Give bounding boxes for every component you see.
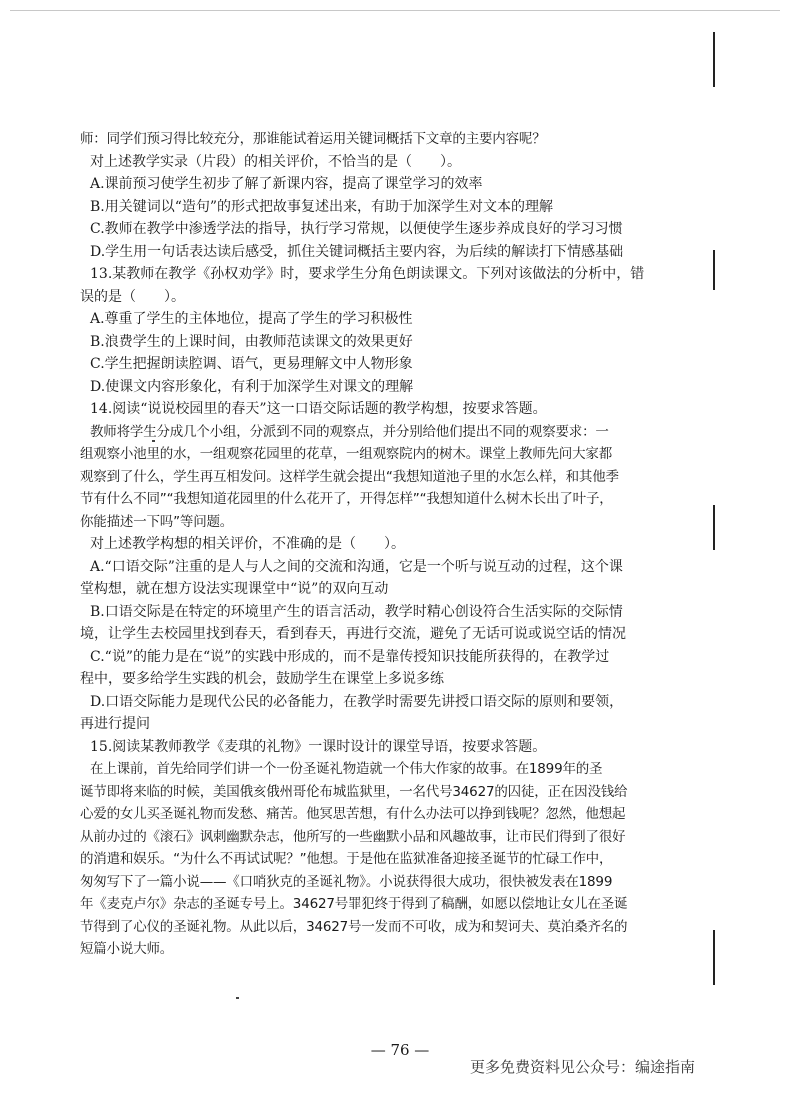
- footer-promo-note: 更多免费资料见公众号：编途指南: [469, 1058, 695, 1076]
- q14-material-line: 组观察小池里的水，一组观察花园里的花草，一组观察院内的树木。课堂上教师先问大家都: [80, 446, 612, 462]
- q15-material-line: 从前办过的《滚石》讽刺幽默杂志，他所写的一些幽默小品和风趣故事，让市民们得到了很好: [80, 828, 626, 845]
- q14-option-b: B.口语交际是在特定的环境里产生的语言活动，教学时精心创设符合生活实际的交际情: [90, 603, 623, 620]
- q15-material-line: 的消遣和娱乐。“为什么不再试试呢？”他想。于是他在监狱准备迎接圣诞节的忙碌工作中，: [80, 851, 613, 867]
- binding-mark: [713, 250, 715, 290]
- q14-stem: 14.阅读“说说校园里的春天”这一口语交际话题的教学构想，按要求答题。: [90, 401, 547, 417]
- q15-material-line: 诞节即将来临的时候，美国俄亥俄州哥伦布城监狱里，一名代号34627的囚徒，正在因没钱给: [80, 783, 628, 800]
- q14-material-line: 节有什么不同”“我想知道花园里的什么花开了，开得怎样”“我想知道什么树木长出了叶子，: [80, 491, 613, 507]
- scan-speck: [236, 997, 239, 999]
- q13-option-b: B.浪费学生的上课时间，由教师范读课文的效果更好: [90, 333, 413, 350]
- q15-material-line: 在上课前，首先给同学们讲一个一份圣诞礼物造就一个伟大作家的故事。在1899年的圣: [90, 761, 603, 777]
- scan-edge-line: [10, 10, 780, 11]
- q12-option-b: B.用关键词以“造句”的形式把故事复述出来，有助于加深学生对文本的理解: [90, 198, 554, 215]
- q12-stem: 对上述教学实录（片段）的相关评价，不恰当的是（ ）。: [90, 153, 461, 170]
- q14-option-d-continued: 再进行提问: [80, 716, 150, 732]
- q15-material-line: 心爱的女儿买圣诞礼物而发愁、痛苦。他冥思苦想，有什么办法可以挣到钱呢？忽然，他想起: [80, 806, 626, 822]
- binding-mark: [713, 505, 715, 550]
- q14-option-c-continued: 程中，要多给学生实践的机会，鼓励学生在课堂上多说多练: [80, 671, 444, 687]
- q13-option-d: D.使课文内容形象化，有利于加深学生对课文的理解: [90, 378, 414, 395]
- q14-material-line: 教师将学生分成几个小组，分派到不同的观察点，并分别给他们提出不同的观察要求：一: [90, 423, 609, 440]
- q13-option-a: A.尊重了学生的主体地位，提高了学生的学习积极性: [90, 311, 413, 327]
- q14-material-line: 你能描述一下吗”等问题。: [80, 513, 234, 530]
- binding-mark: [713, 32, 715, 87]
- q14-option-d: D.口语交际能力是现代公民的必备能力，在教学时需要先讲授口语交际的原则和要领，: [90, 693, 624, 710]
- q13-option-c: C.学生把握朗读腔调、语气，更易理解文中人物形象: [90, 356, 413, 372]
- q14-option-a: A.“口语交际”注重的是人与人之间的交流和沟通，它是一个听与说互动的过程，这个课: [90, 558, 623, 575]
- exam-page-body: [80, 128, 710, 961]
- q14-option-c: C.“说”的能力是在“说”的实践中形成的，而不是靠传授知识技能所获得的，在教学过: [90, 648, 610, 665]
- binding-mark: [713, 930, 715, 985]
- q15-material-line: 短篇小说大师。: [80, 941, 174, 957]
- q14-option-b-continued: 境，让学生去校园里找到春天，看到春天，再进行交流，避免了无话可说或说空话的情况: [80, 626, 626, 642]
- q13-stem-continued: 误的是（ ）。: [80, 288, 185, 305]
- q15-material-line: 年《麦克卢尔》杂志的圣诞专号上。34627号罪犯终于得到了稿酬，如愿以偿地让女儿在圣诞: [80, 896, 628, 912]
- q14-question: 对上述教学构想的相关评价，不准确的是（ ）。: [90, 536, 405, 552]
- q13-stem: 13.某教师在教学《孙权劝学》时，要求学生分角色朗读课文。下列对该做法的分析中，错: [90, 266, 645, 282]
- q15-material-line: 节得到了心仪的圣诞礼物。从此以后，34627号一发而不可收，成为和契诃夫、莫泊桑齐名的: [80, 918, 628, 935]
- q12-option-a: A.课前预习使学生初步了解了新课内容，提高了课堂学习的效率: [90, 176, 483, 192]
- q12-option-c: C.教师在教学中渗透学法的指导，执行学习常规，以便使学生逐步养成良好的学习习惯: [90, 221, 623, 237]
- q12-option-d: D.学生用一句话表达读后感受，抓住关键词概括主要内容，为后续的解读打下情感基础: [90, 243, 624, 260]
- q14-option-a-continued: 堂构想，就在想方设法实现课堂中“说”的双向互动: [80, 581, 389, 597]
- q14-material-line: 观察到了什么，学生再互相发问。这样学生就会提出“我想知道池子里的水怎么样，和其他季: [80, 468, 619, 485]
- page-number: — 76 —: [370, 1041, 430, 1059]
- q15-material-line: 匆匆写下了一篇小说——《口哨狄克的圣诞礼物》。小说获得很大成功，很快被发表在1899: [80, 873, 613, 890]
- teacher-question-line: 师：同学们预习得比较充分，那谁能试着运用关键词概括下文章的主要内容呢？: [80, 131, 546, 147]
- q15-stem: 15.阅读某教师教学《麦琪的礼物》一课时设计的课堂导语，按要求答题。: [90, 738, 547, 755]
